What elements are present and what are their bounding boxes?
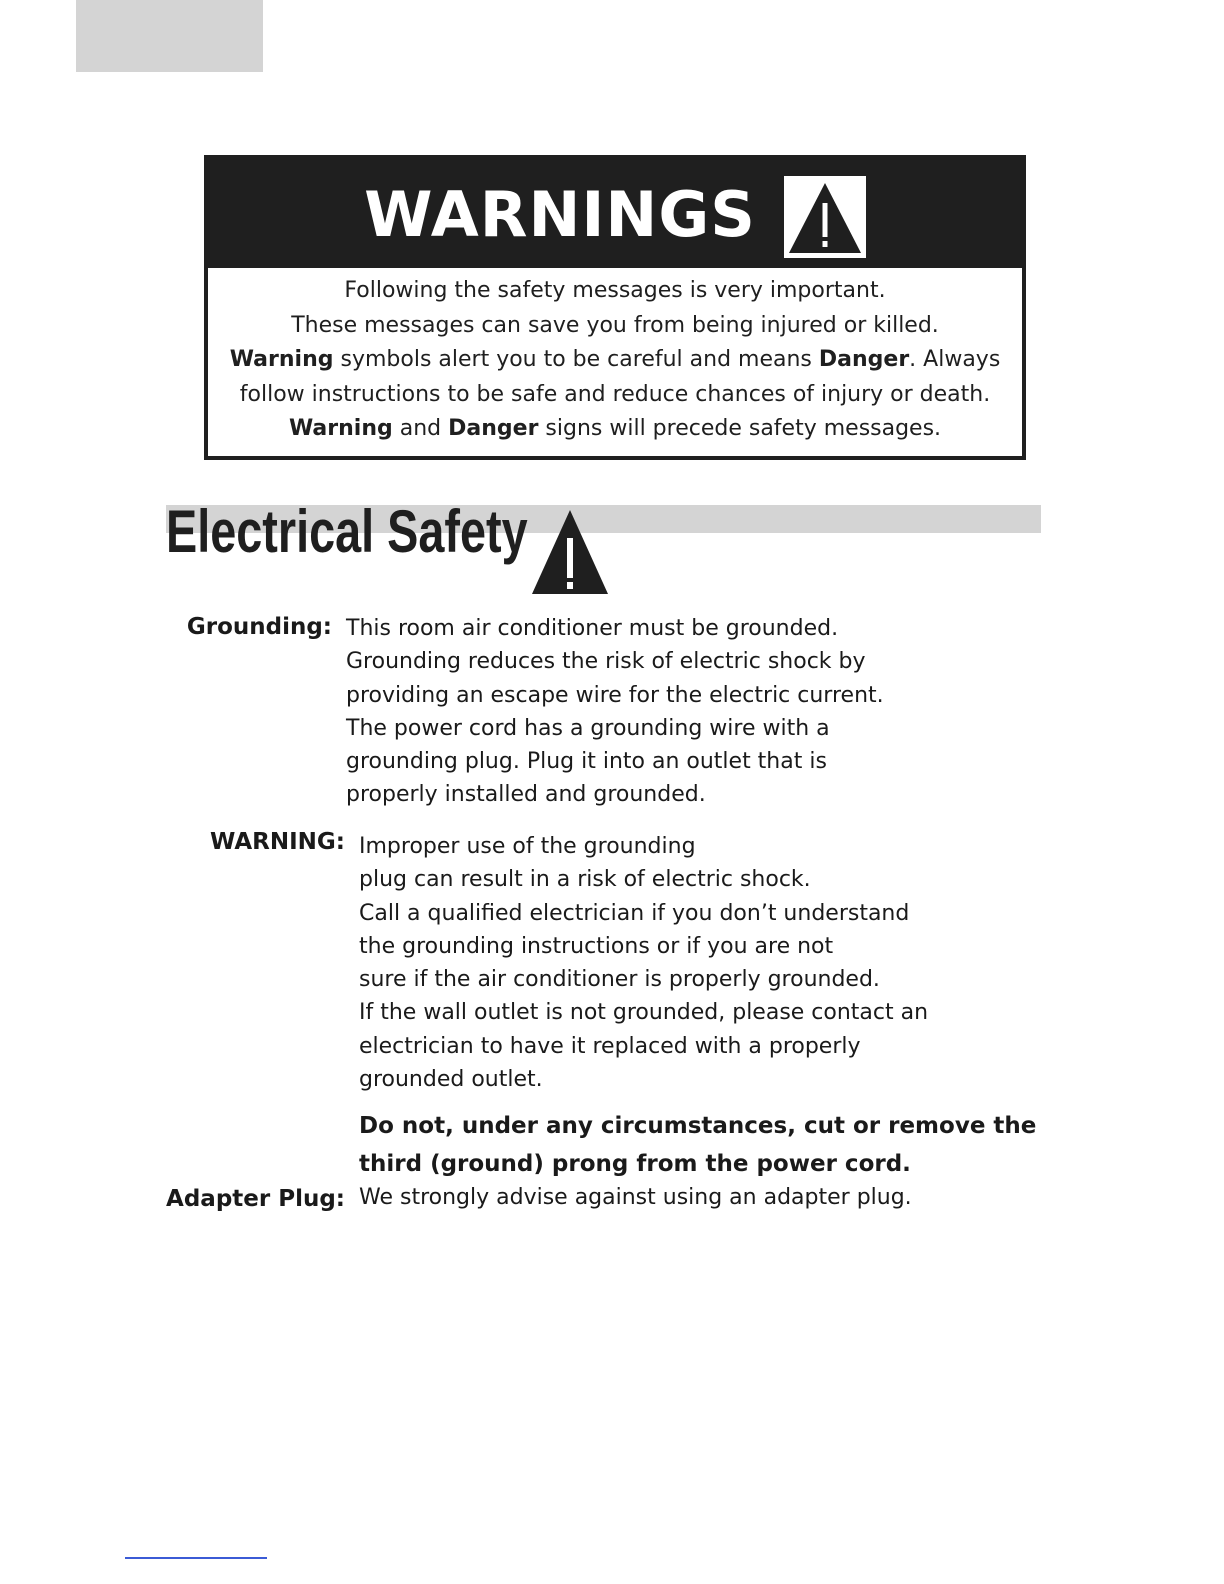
message-text: follow instructions to be safe and reduce chances of injury or death. [239,381,991,407]
grounding-line: grounding plug. Plug it into an outlet that is [346,749,827,775]
emphasis-text: Danger [448,416,539,441]
corner-tab [76,0,263,72]
warning-triangle-icon [530,508,610,600]
warnings-line [208,274,1022,309]
grounding-label: Grounding: [186,614,332,640]
emphasis-text: Warning [288,416,393,441]
warnings-header [208,159,1022,268]
adapter-plug-text: We strongly advise against using an adapter plug. [359,1185,912,1210]
warning-line: the grounding instructions or if you are not [359,933,834,959]
warning-line: electrician to have it replaced with a properly [359,1033,861,1059]
emphasis-text: Danger [818,347,910,372]
message-text: . Always [909,347,1001,372]
notice-line: Do not, under any circumstances, cut or remove the [359,1113,1037,1139]
warning-line: If the wall outlet is not grounded, please contact an [359,1000,929,1026]
ground-prong-notice [359,1107,1036,1183]
warnings-line [208,378,1022,413]
warnings-box [204,155,1026,460]
warnings-line [208,412,1022,447]
grounding-line: The power cord has a grounding wire with a [346,715,830,741]
message-text: signs will precede safety messages. [538,416,942,441]
message-text: These messages can save you from being injured or killed. [291,312,939,338]
page-link-underline[interactable] [125,1557,267,1559]
warnings-line [208,309,1022,344]
warning-line: Call a qualified electrician if you don’t understand [359,900,910,926]
grounding-line: Grounding reduces the risk of electric shock by [346,649,866,675]
message-text: symbols alert you to be careful and means [333,347,819,372]
warning-line: Improper use of the grounding [359,834,696,859]
warnings-message [208,268,1022,447]
grounding-line: This room air conditioner must be grounded. [346,616,839,641]
warning-triangle-icon [784,176,866,258]
warning-text [359,830,928,1096]
warning-line: plug can result in a risk of electric shock. [359,867,811,893]
grounding-line: providing an escape wire for the electric current. [346,682,884,708]
adapter-plug-label: Adapter Plug: [166,1186,345,1212]
message-text: Following the safety messages is very important. [344,278,886,303]
grounding-text [346,612,884,812]
warnings-title: WARNINGS [364,177,756,251]
section-title: Electrical Safety [166,498,528,565]
message-text: and [392,416,449,441]
warning-line: sure if the air conditioner is properly grounded. [359,967,880,993]
warning-label: WARNING: [210,829,345,855]
warnings-line [208,343,1022,378]
emphasis-text: Warning [229,347,334,372]
warning-line: grounded outlet. [359,1067,543,1093]
notice-line: third (ground) prong from the power cord. [359,1151,911,1177]
grounding-line: properly installed and grounded. [346,782,706,808]
